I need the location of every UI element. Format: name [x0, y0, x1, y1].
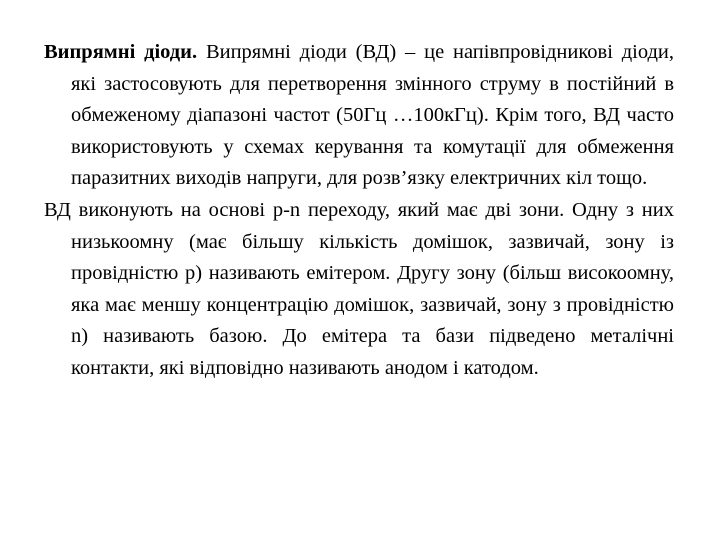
paragraph-rectifier-diodes [44, 37, 674, 195]
paragraph-rectifier-diodes-text: Випрямні діоди (ВД) – це напівпровідникові діоди, які застосовують для перетворення змінного струму в постійний в обмеженому діапазоні частот (50Гц …100кГц). Крім того, ВД часто використовують у схемах керування та комутації для обмеження паразитних виходів напруги, для розв’язку електричних кіл тощо. [71, 41, 675, 190]
term-rectifier-diodes: Випрямні діоди. [44, 41, 198, 63]
paragraph-pn-junction [44, 195, 674, 385]
paragraph-pn-junction-text: ВД виконують на основі p-n переходу, який має дві зони. Одну з них низькоомну (має більшу кількість домішок, зазвичай, зону із провідністю p) називають емітером. Другу зону (більш високоомну, яка має меншу концентрацію домішок, зазвичай, зону з провідністю n) називають базою. До емітера та бази підведено металічні контакти, які відповідно називають анодом і катодом. [44, 198, 674, 379]
slide-content [44, 37, 674, 385]
